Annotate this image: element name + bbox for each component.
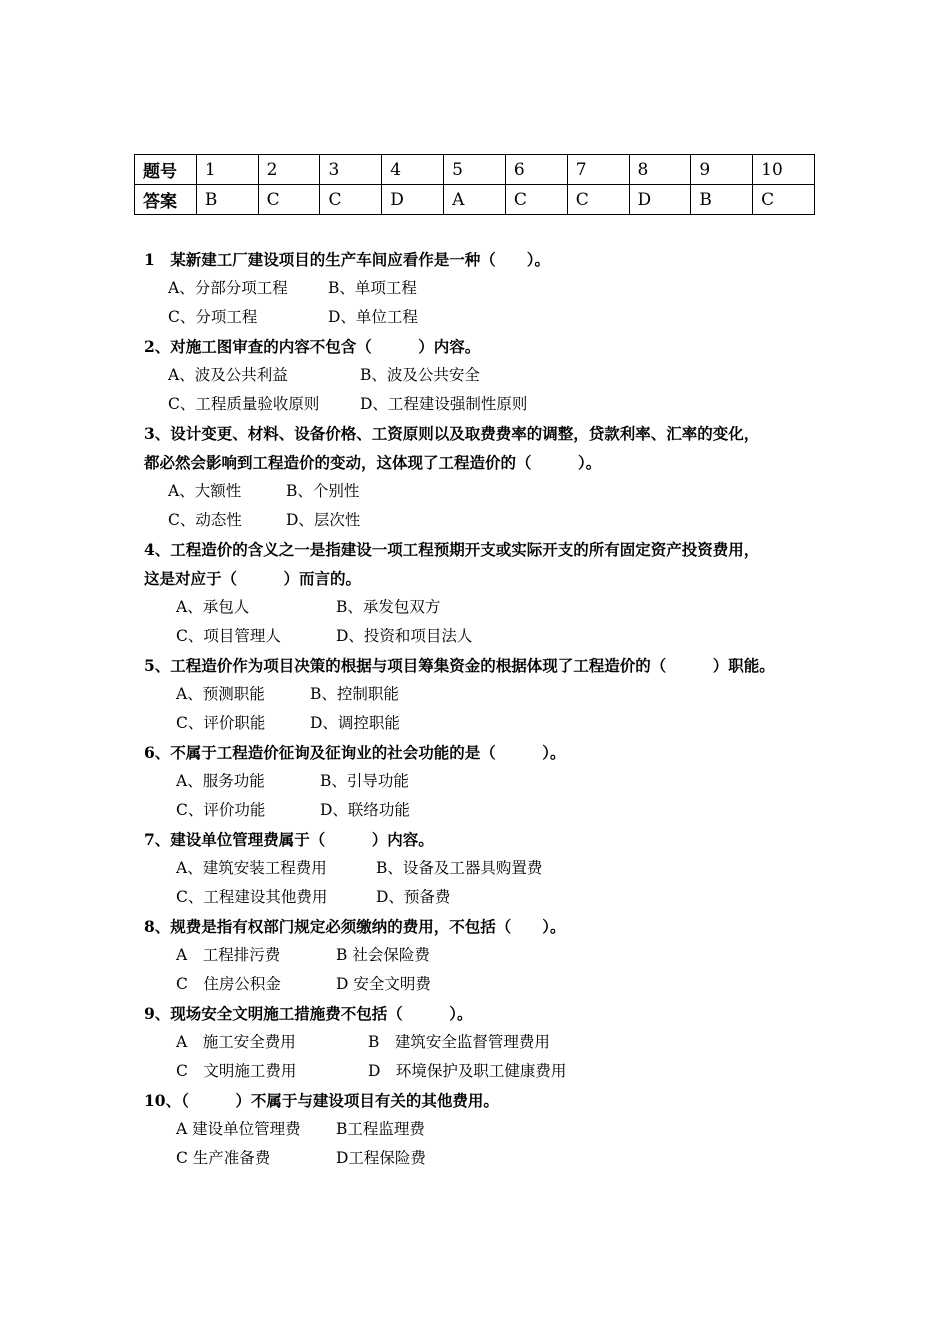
answer-option: C、工程质量验收原则 — [168, 395, 320, 413]
answer-option: B、个别性 — [286, 482, 360, 500]
question-text: 9、现场安全文明施工措施费不包括（ ）。 — [144, 1004, 473, 1023]
table-cell-answer: C — [258, 185, 320, 215]
table-cell-number: 9 — [691, 155, 753, 185]
option-row — [144, 361, 844, 390]
option-row — [144, 767, 844, 796]
option-row — [144, 303, 844, 332]
question-item — [144, 738, 844, 825]
table-header-label: 题号 — [135, 155, 197, 185]
table-cell-answer: C — [505, 185, 567, 215]
answer-option: B、控制职能 — [310, 685, 399, 703]
question-item — [144, 535, 844, 651]
question-item — [144, 332, 844, 419]
answer-option: B、单项工程 — [328, 279, 417, 297]
question-item — [144, 999, 844, 1086]
option-row — [144, 506, 844, 535]
question-text: 7、建设单位管理费属于（ ）内容。 — [144, 830, 434, 849]
question-text: 4、工程造价的含义之一是指建设一项工程预期开支或实际开支的所有固定资产投资费用， — [144, 540, 760, 559]
table-cell-number: 7 — [567, 155, 629, 185]
answer-option: D、调控职能 — [310, 714, 400, 732]
table-cell-answer: C — [320, 185, 382, 215]
question-item — [144, 651, 844, 738]
question-item — [144, 825, 844, 912]
table-cell-answer: A — [444, 185, 506, 215]
table-cell-number: 6 — [505, 155, 567, 185]
question-text: 8、规费是指有权部门规定必须缴纳的费用，不包括（ ）。 — [144, 917, 566, 936]
answer-option: A、承包人 — [176, 598, 250, 616]
answer-option: C、工程建设其他费用 — [176, 888, 328, 906]
option-row — [144, 1115, 844, 1144]
answer-option: C、分项工程 — [168, 308, 258, 326]
answer-option: A 工程排污费 — [176, 946, 281, 964]
answer-option: A、波及公共利益 — [168, 366, 288, 384]
question-text: 10、（ ）不属于与建设项目有关的其他费用。 — [144, 1091, 499, 1110]
option-row — [144, 1057, 844, 1086]
answer-option: A 建设单位管理费 — [176, 1120, 301, 1138]
option-row — [144, 593, 844, 622]
answer-option: C 文明施工费用 — [176, 1062, 297, 1080]
answer-option: C、动态性 — [168, 511, 242, 529]
answer-option: D、投资和项目法人 — [336, 627, 473, 645]
answer-option: D、层次性 — [286, 511, 361, 529]
table-cell-answer: C — [753, 185, 815, 215]
question-text: 6、不属于工程造价征询及征询业的社会功能的是（ ）。 — [144, 743, 566, 762]
answer-table — [134, 154, 815, 215]
answer-option: D 环境保护及职工健康费用 — [368, 1062, 567, 1080]
question-text: 2、对施工图审查的内容不包含（ ）内容。 — [144, 337, 481, 356]
answer-option: C 生产准备费 — [176, 1149, 271, 1167]
answer-option: D、单位工程 — [328, 308, 418, 326]
table-cell-number: 10 — [753, 155, 815, 185]
table-answer-label: 答案 — [135, 185, 197, 215]
question-text: 1 某新建工厂建设项目的生产车间应看作是一种（ ）。 — [144, 250, 551, 269]
answer-option: B、波及公共安全 — [360, 366, 480, 384]
table-cell-answer: D — [629, 185, 691, 215]
option-row — [144, 477, 844, 506]
question-item — [144, 245, 844, 332]
option-row — [144, 390, 844, 419]
option-row — [144, 622, 844, 651]
answer-option: A、分部分项工程 — [168, 279, 288, 297]
option-row — [144, 1144, 844, 1173]
table-cell-number: 3 — [320, 155, 382, 185]
table-row-numbers — [135, 155, 815, 185]
option-row — [144, 1028, 844, 1057]
answer-option: A、服务功能 — [176, 772, 265, 790]
question-item — [144, 912, 844, 999]
option-row — [144, 796, 844, 825]
answer-option: A、大额性 — [168, 482, 242, 500]
question-item — [144, 1086, 844, 1173]
table-cell-number: 5 — [444, 155, 506, 185]
table-cell-number: 1 — [196, 155, 258, 185]
answer-option: B、设备及工器具购置费 — [376, 859, 543, 877]
question-text: 3、设计变更、材料、设备价格、工资原则以及取费费率的调整，贷款利率、汇率的变化， — [144, 424, 760, 443]
answer-option: B、引导功能 — [320, 772, 409, 790]
question-list — [144, 245, 844, 1173]
option-row — [144, 941, 844, 970]
answer-option: A、建筑安装工程费用 — [176, 859, 327, 877]
answer-option: C、评价功能 — [176, 801, 266, 819]
answer-option: B工程监理费 — [336, 1120, 425, 1138]
answer-option: B、承发包双方 — [336, 598, 441, 616]
option-row — [144, 709, 844, 738]
table-row-answers — [135, 185, 815, 215]
table-cell-number: 4 — [382, 155, 444, 185]
question-text-continued: 这是对应于（ ）而言的。 — [144, 569, 362, 588]
answer-option: D 安全文明费 — [336, 975, 431, 993]
option-row — [144, 970, 844, 999]
table-cell-answer: B — [196, 185, 258, 215]
answer-option: D、预备费 — [376, 888, 451, 906]
table-cell-answer: B — [691, 185, 753, 215]
table-cell-answer: D — [382, 185, 444, 215]
table-cell-number: 8 — [629, 155, 691, 185]
table-cell-number: 2 — [258, 155, 320, 185]
answer-option: A 施工安全费用 — [176, 1033, 296, 1051]
answer-option: C、项目管理人 — [176, 627, 281, 645]
answer-option: B 建筑安全监督管理费用 — [368, 1033, 550, 1051]
answer-option: D、联络功能 — [320, 801, 410, 819]
answer-option: C 住房公积金 — [176, 975, 281, 993]
answer-option: B 社会保险费 — [336, 946, 430, 964]
question-text-continued: 都必然会影响到工程造价的变动，这体现了工程造价的（ ）。 — [144, 453, 602, 472]
answer-option: C、评价职能 — [176, 714, 266, 732]
answer-option: D工程保险费 — [336, 1149, 426, 1167]
table-cell-answer: C — [567, 185, 629, 215]
question-text: 5、工程造价作为项目决策的根据与项目筹集资金的根据体现了工程造价的（ ）职能。 — [144, 656, 775, 675]
option-row — [144, 854, 844, 883]
question-item — [144, 419, 844, 535]
answer-option: A、预测职能 — [176, 685, 265, 703]
option-row — [144, 274, 844, 303]
option-row — [144, 680, 844, 709]
answer-option: D、工程建设强制性原则 — [360, 395, 528, 413]
option-row — [144, 883, 844, 912]
